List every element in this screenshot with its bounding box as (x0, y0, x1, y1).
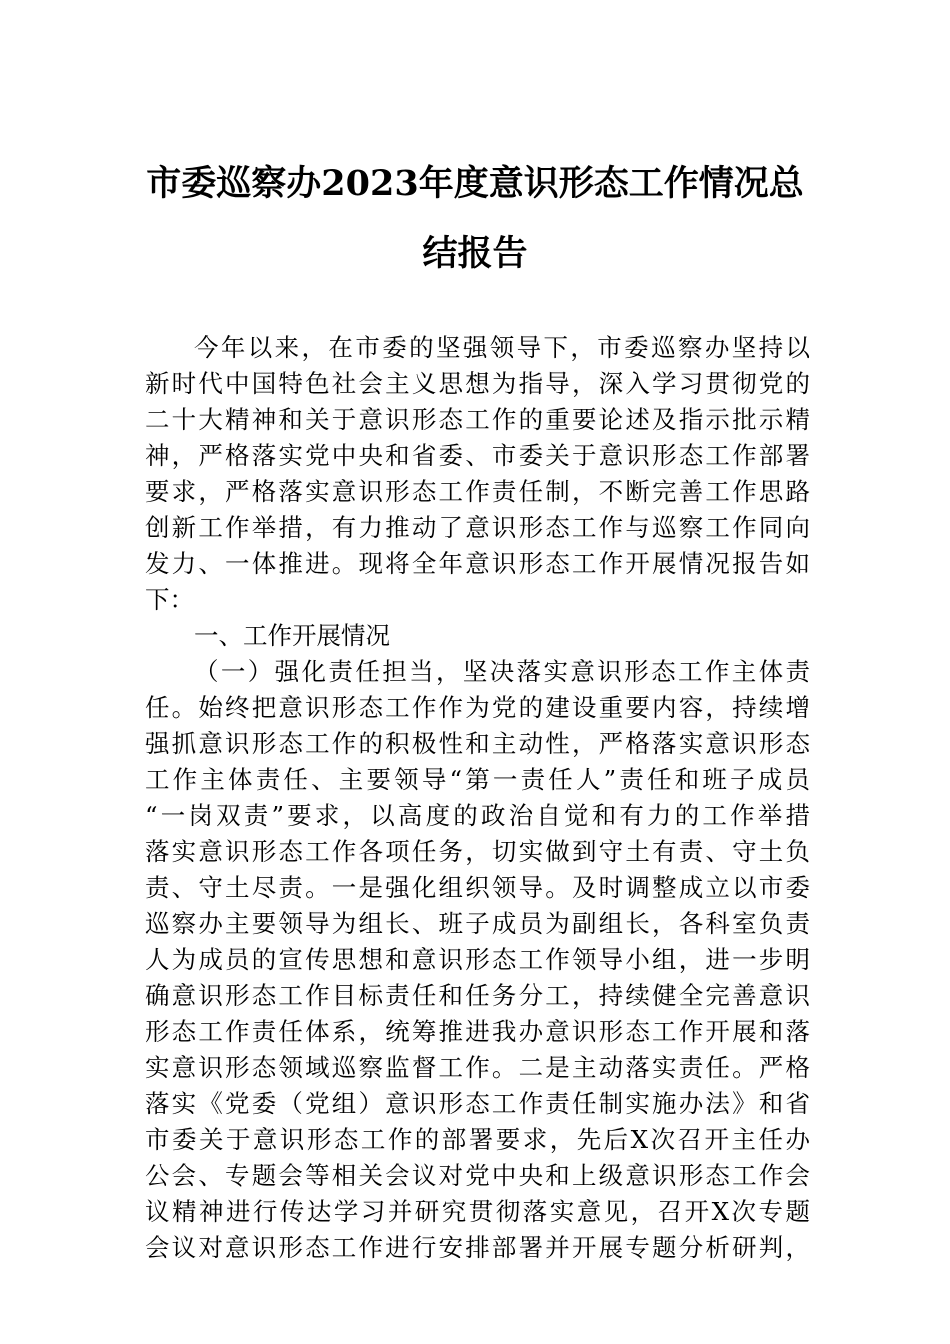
paragraph-line: 要求，严格落实意识形态工作责任制，不断完善工作思路 (145, 477, 810, 506)
paragraph-line: 创新工作举措，有力推动了意识形态工作与巡察工作同向 (145, 513, 810, 542)
paragraph-line: 市委关于意识形态工作的部署要求，先后X次召开主任办 (145, 1125, 810, 1154)
paragraph-line: 任。始终把意识形态工作作为党的建设重要内容，持续增 (145, 693, 810, 722)
paragraph-line: 强抓意识形态工作的积极性和主动性，严格落实意识形态 (145, 729, 810, 758)
paragraph-line: 下： (145, 585, 194, 614)
paragraph-line: 落实《党委（党组）意识形态工作责任制实施办法》和省 (145, 1089, 810, 1118)
section-heading: 一、工作开展情况 (194, 621, 390, 650)
paragraph-line: 工作主体责任、主要领导“第一责任人”责任和班子成员 (145, 765, 810, 794)
subsection-heading: （一）强化责任担当，坚决落实意识形态工作主体责 (194, 657, 810, 686)
document-title-line-1: 市委巡察办2023年度意识形态工作情况总 (146, 163, 804, 204)
paragraph-line: 确意识形态工作目标责任和任务分工，持续健全完善意识 (145, 981, 810, 1010)
paragraph-line: 人为成员的宣传思想和意识形态工作领导小组，进一步明 (145, 945, 810, 974)
document-title-line-2: 结报告 (422, 233, 528, 274)
paragraph-line: 形态工作责任体系，统筹推进我办意识形态工作开展和落 (145, 1017, 810, 1046)
paragraph-line: 公会、专题会等相关会议对党中央和上级意识形态工作会 (145, 1161, 810, 1190)
paragraph-line: 落实意识形态工作各项任务，切实做到守土有责、守土负 (145, 837, 810, 866)
paragraph-line: 二十大精神和关于意识形态工作的重要论述及指示批示精 (145, 405, 810, 434)
paragraph-line: 神，严格落实党中央和省委、市委关于意识形态工作部署 (145, 441, 810, 470)
paragraph-line: 议精神进行传达学习并研究贯彻落实意见，召开X次专题 (145, 1197, 810, 1226)
paragraph-line: 巡察办主要领导为组长、班子成员为副组长，各科室负责 (145, 909, 810, 938)
paragraph-line: “一岗双责”要求，以高度的政治自觉和有力的工作举措 (145, 801, 810, 830)
paragraph-line: 新时代中国特色社会主义思想为指导，深入学习贯彻党的 (145, 369, 810, 398)
paragraph-line: 实意识形态领域巡察监督工作。二是主动落实责任。严格 (145, 1053, 810, 1082)
paragraph-line: 责、守土尽责。一是强化组织领导。及时调整成立以市委 (145, 873, 810, 902)
paragraph-line: 今年以来，在市委的坚强领导下，市委巡察办坚持以 (194, 333, 810, 362)
paragraph-line: 发力、一体推进。现将全年意识形态工作开展情况报告如 (145, 549, 810, 578)
paragraph-line: 会议对意识形态工作进行安排部署并开展专题分析研判， (145, 1233, 810, 1262)
